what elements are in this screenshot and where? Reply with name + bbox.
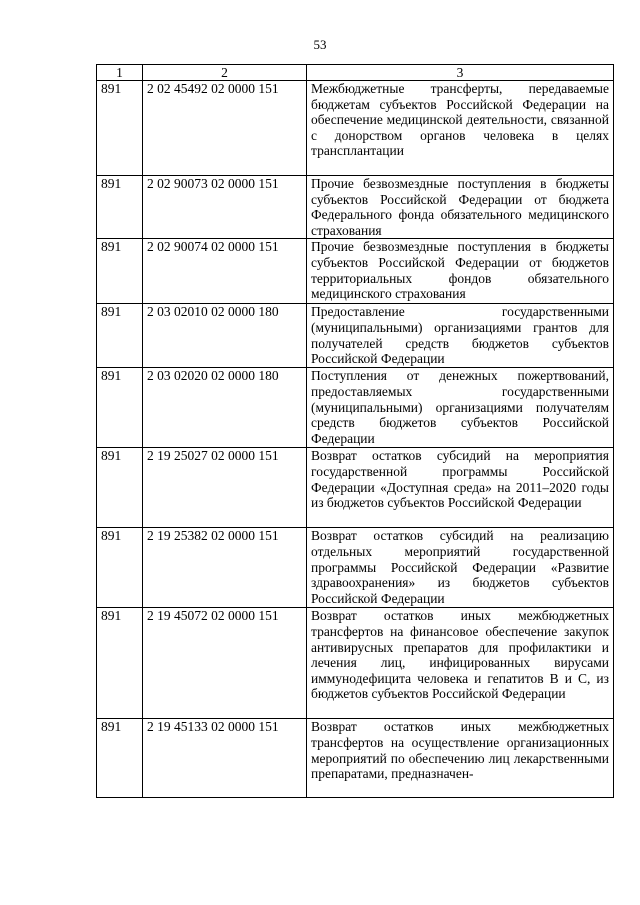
- admin-code-cell: 891: [97, 81, 143, 176]
- table-row: [97, 176, 614, 239]
- description-cell: Возврат остатков субсидий на реализацию отдельных мероприятий государственной программы Российской Федерации «Развитие здравоохранения» из бюджетов субъектов Российской Федерации: [307, 528, 614, 608]
- budget-code-cell: 2 02 90073 02 0000 151: [143, 176, 307, 239]
- column-header-2: 2: [143, 65, 307, 81]
- description-cell: Возврат остатков субсидий на мероприятия государственной программы Российской Федерации «Доступная среда» на 2011–2020 годы из бюджетов субъектов Российской Федерации: [307, 448, 614, 528]
- table-row: [97, 239, 614, 304]
- budget-code-cell: 2 19 45133 02 0000 151: [143, 719, 307, 798]
- table-row: [97, 719, 614, 798]
- budget-code-cell: 2 19 45072 02 0000 151: [143, 608, 307, 719]
- table-row: [97, 368, 614, 448]
- budget-code-cell: 2 19 25027 02 0000 151: [143, 448, 307, 528]
- table-row: [97, 608, 614, 719]
- budget-classification-table: [96, 64, 614, 798]
- budget-code-cell: 2 02 90074 02 0000 151: [143, 239, 307, 304]
- budget-code-cell: 2 03 02020 02 0000 180: [143, 368, 307, 448]
- description-cell: Прочие безвозмездные поступления в бюджеты субъектов Российской Федерации от бюджета Федерального фонда обязательного медицинского страхования: [307, 176, 614, 239]
- page-number: 53: [313, 37, 327, 52]
- table-row: [97, 528, 614, 608]
- column-header-1: 1: [97, 65, 143, 81]
- admin-code-cell: 891: [97, 528, 143, 608]
- table-row: [97, 81, 614, 176]
- table-row: [97, 304, 614, 368]
- admin-code-cell: 891: [97, 448, 143, 528]
- description-cell: Поступления от денежных пожертвований, предоставляемых государственными (муниципальными) организациями получателям средств бюджетов субъектов Российской Федерации: [307, 368, 614, 448]
- description-cell: Предоставление государственными (муниципальными) организациями грантов для получателей средств бюджетов субъектов Российской Федерации: [307, 304, 614, 368]
- budget-code-cell: 2 02 45492 02 0000 151: [143, 81, 307, 176]
- admin-code-cell: 891: [97, 368, 143, 448]
- table-row: [97, 448, 614, 528]
- description-cell: Межбюджетные трансферты, передаваемые бюджетам субъектов Российской Федерации на обеспечение медицинской деятельности, связанной с донорством органов человека в целях трансплантации: [307, 81, 614, 176]
- description-cell: Возврат остатков иных межбюджетных трансфертов на осуществление организационных мероприятий по обеспечению лиц лекарственными препаратами, предназначен-: [307, 719, 614, 798]
- admin-code-cell: 891: [97, 719, 143, 798]
- admin-code-cell: 891: [97, 304, 143, 368]
- table-header-row: [97, 65, 614, 81]
- budget-code-cell: 2 03 02010 02 0000 180: [143, 304, 307, 368]
- admin-code-cell: 891: [97, 176, 143, 239]
- column-header-3: 3: [307, 65, 614, 81]
- description-cell: Возврат остатков иных межбюджетных трансфертов на финансовое обеспечение закупок антивирусных препаратов для профилактики и лечения лиц, инфицированных вирусами иммунодефицита человека и гепатитов В и С, из бюджетов субъектов Российской Федерации: [307, 608, 614, 719]
- admin-code-cell: 891: [97, 608, 143, 719]
- admin-code-cell: 891: [97, 239, 143, 304]
- budget-code-cell: 2 19 25382 02 0000 151: [143, 528, 307, 608]
- description-cell: Прочие безвозмездные поступления в бюджеты субъектов Российской Федерации от бюджетов территориальных фондов обязательного медицинского страхования: [307, 239, 614, 304]
